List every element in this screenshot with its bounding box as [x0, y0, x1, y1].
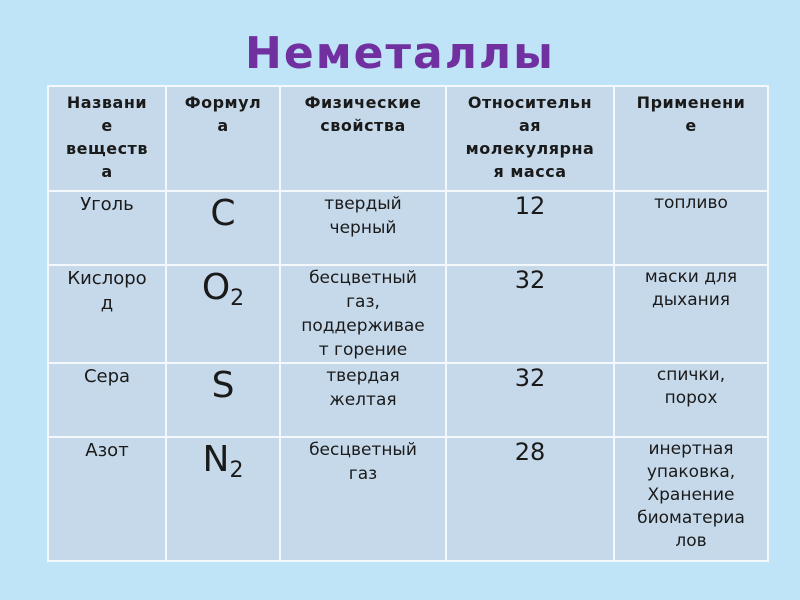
header-use: [614, 86, 768, 191]
cell-text-line: я масса: [493, 162, 567, 181]
cell-text-line: Применени: [636, 93, 746, 112]
cell-text-line: Относительн: [467, 93, 593, 112]
cell-text-line: желтая: [329, 390, 397, 410]
header-mass: [446, 86, 614, 191]
cell-formula: [166, 363, 280, 437]
cell-text-line: поддерживае: [301, 316, 425, 336]
cell-name: [48, 191, 166, 265]
cell-text-line: веществ: [66, 139, 148, 158]
cell-text-line: Сера: [83, 366, 131, 387]
cell-text-line: свойства: [320, 116, 406, 135]
cell-text-line: твердая: [326, 366, 400, 386]
cell-text-line: ая: [518, 116, 542, 135]
cell-formula: [166, 191, 280, 265]
cell-formula: [166, 437, 280, 561]
cell-text-line: упаковка,: [646, 462, 736, 482]
formula-symbol: S: [211, 365, 235, 406]
table-row: [48, 191, 768, 265]
header-props: [280, 86, 446, 191]
cell-text-line: молекулярна: [465, 139, 595, 158]
cell-mass: 32: [446, 265, 614, 363]
header-row: [48, 86, 768, 191]
header-formula: [166, 86, 280, 191]
cell-text-line: черный: [329, 218, 397, 238]
cell-props: [280, 363, 446, 437]
cell-props: [280, 437, 446, 561]
cell-text-line: Формул: [184, 93, 262, 112]
cell-text-line: порох: [664, 388, 718, 408]
cell-props: [280, 265, 446, 363]
cell-text-line: дыхания: [651, 290, 731, 310]
cell-formula: [166, 265, 280, 363]
cell-name: [48, 363, 166, 437]
page-title: Неметаллы: [245, 28, 555, 79]
cell-text-line: спички,: [656, 365, 726, 385]
table-row: [48, 265, 768, 363]
cell-text-line: а: [101, 162, 113, 181]
nonmetals-table: [47, 85, 769, 562]
formula-symbol: N: [202, 439, 230, 480]
cell-name: [48, 265, 166, 363]
cell-text-line: лов: [675, 531, 707, 551]
cell-text-line: газ,: [346, 292, 380, 312]
header-name: [48, 86, 166, 191]
cell-props: [280, 191, 446, 265]
table-row: [48, 363, 768, 437]
cell-text-line: маски для: [644, 267, 738, 287]
cell-use: [614, 191, 768, 265]
cell-text-line: биоматериа: [637, 508, 745, 528]
cell-mass: 12: [446, 191, 614, 265]
cell-name: [48, 437, 166, 561]
cell-mass: 32: [446, 363, 614, 437]
cell-text-line: топливо: [654, 193, 728, 213]
cell-text-line: инертная: [648, 439, 734, 459]
cell-text-line: е: [685, 116, 697, 135]
cell-text-line: газ: [348, 464, 378, 484]
cell-text-line: Хранение: [647, 485, 735, 505]
cell-text-line: бесцветный: [309, 440, 417, 460]
formula-subscript: 2: [230, 286, 245, 311]
cell-text-line: бесцветный: [309, 268, 417, 288]
cell-text-line: е: [101, 116, 113, 135]
cell-text-line: Кислоро: [67, 268, 147, 289]
cell-use: [614, 265, 768, 363]
cell-text-line: Названи: [66, 93, 148, 112]
formula-subscript: 2: [229, 458, 244, 483]
cell-text-line: Азот: [85, 440, 129, 461]
cell-text-line: твердый: [324, 194, 402, 214]
formula-symbol: C: [210, 193, 236, 234]
cell-text-line: Уголь: [80, 194, 134, 215]
cell-text-line: д: [100, 293, 114, 314]
formula-symbol: O: [201, 267, 231, 308]
cell-text-line: Физические: [304, 93, 422, 112]
cell-text-line: а: [217, 116, 229, 135]
table-row: [48, 437, 768, 561]
cell-use: [614, 363, 768, 437]
cell-use: [614, 437, 768, 561]
cell-mass: 28: [446, 437, 614, 561]
cell-text-line: т горение: [318, 340, 408, 360]
